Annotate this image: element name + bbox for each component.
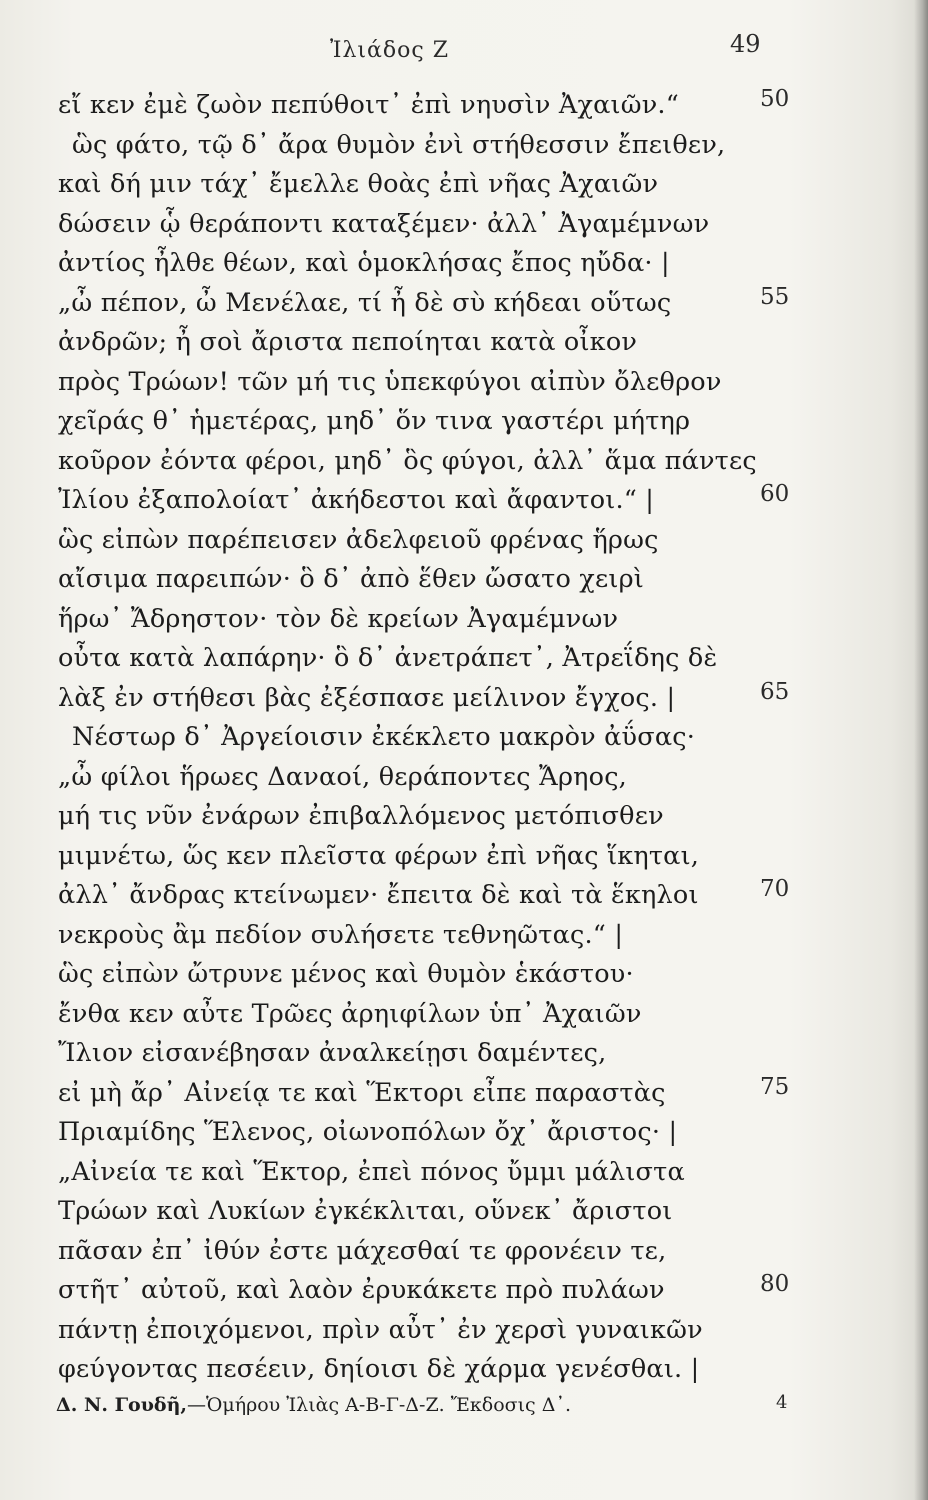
verse-text: πάντῃ ἐποιχόμενοι, πρὶν αὖτ᾽ ἐν χερσὶ γυναικῶν (58, 1314, 703, 1345)
footer-author: Δ. Ν. Γουδῆ, (56, 1394, 188, 1416)
verse-number: 50 (760, 86, 790, 112)
verse-line (0, 86, 928, 126)
verse-text: Πριαμίδης Ἕλενος, οἰωνοπόλων ὄχ᾽ ἄριστος· | (58, 1117, 678, 1147)
sheet-signature: 4 (776, 1392, 788, 1413)
verse-line (0, 402, 928, 442)
page-number: 49 (730, 30, 761, 58)
verse-text: πᾶσαν ἐπ᾽ ἰθύν ἐστε μάχεσθαί τε φρονέειν τε, (58, 1235, 667, 1266)
verse-number: 80 (760, 1271, 790, 1297)
footer-title: —Ὁμήρου Ἰλιὰς Α-Β-Γ-Δ-Ζ. Ἔκδοσις Δ᾽. (187, 1394, 571, 1416)
verse-line (0, 797, 928, 837)
verse-line (0, 126, 928, 166)
verse-text: ἔνθα κεν αὖτε Τρῶες ἀρηιφίλων ὑπ᾽ Ἀχαιῶν (58, 998, 642, 1029)
verse-text: Νέστωρ δ᾽ Ἀργείοισιν ἐκέκλετο μακρὸν ἀΰσας· (72, 722, 696, 752)
verse-line (0, 1192, 928, 1232)
verse-text: κοῦρον ἐόντα φέροι, μηδ᾽ ὃς φύγοι, ἀλλ᾽ ἅμα πάντες (58, 445, 757, 476)
verse-line (0, 284, 928, 324)
verse-line (0, 521, 928, 561)
verse-text: ἥρω᾽ Ἄδρηστον· τὸν δὲ κρείων Ἀγαμέμνων (58, 603, 619, 634)
verse-text: ἀντίος ἦλθε θέων, καὶ ὁμοκλήσας ἔπος ηὔδα· | (58, 248, 670, 278)
verse-text: λὰξ ἐν στήθεσι βὰς ἐξέσπασε μείλινον ἔγχος. | (58, 682, 676, 713)
running-head: Ἰλιάδος Ζ (330, 38, 449, 63)
verse-text: Ἴλιον εἰσανέβησαν ἀναλκείῃσι δαμέντες, (58, 1038, 607, 1068)
verse-number: 55 (760, 283, 790, 310)
verse-line (0, 1311, 928, 1351)
verse-text: φεύγοντας πεσέειν, δηίοισι δὲ χάρμα γενέσθαι. | (58, 1354, 700, 1384)
verse-text: εἰ μὴ ἄρ᾽ Αἰνείᾳ τε καὶ Ἕκτορι εἶπε παραστὰς (58, 1077, 666, 1108)
verse-text: πρὸς Τρώων! τῶν μή τις ὑπεκφύγοι αἰπὺν ὄλεθρον (58, 366, 722, 397)
verse-text: στῆτ᾽ αὐτοῦ, καὶ λαὸν ἐρυκάκετε πρὸ πυλάων (58, 1275, 665, 1305)
verse-line (0, 758, 928, 798)
verse-text: οὖτα κατὰ λαπάρην· ὃ δ᾽ ἀνετράπετ᾽, Ἀτρεΐδης δὲ (58, 643, 718, 673)
page-footer (56, 1394, 571, 1416)
verse-line (0, 481, 928, 521)
verse-text: Τρώων καὶ Λυκίων ἐγκέκλιται, οὕνεκ᾽ ἄριστοι (58, 1196, 673, 1226)
verse-line (0, 363, 928, 403)
verse-line (0, 1350, 928, 1390)
verse-text: χεῖράς θ᾽ ἡμετέρας, μηδ᾽ ὅν τινα γαστέρι μήτηρ (58, 406, 691, 436)
verse-number: 70 (760, 876, 790, 902)
verse-line (0, 560, 928, 600)
verse-line (0, 1113, 928, 1153)
verse-line (0, 165, 928, 205)
verse-line (0, 955, 928, 995)
verse-text: αἴσιμα παρειπών· ὃ δ᾽ ἀπὸ ἕθεν ὤσατο χειρὶ (58, 564, 644, 594)
verse-line (0, 600, 928, 640)
verse-line (0, 916, 928, 956)
verse-text: „Αἰνεία τε καὶ Ἕκτορ, ἐπεὶ πόνος ὔμμι μάλιστα (58, 1156, 685, 1187)
verse-line (0, 1074, 928, 1114)
verse-text: „ὦ φίλοι ἥρωες Δαναοί, θεράποντες Ἄρηος, (58, 761, 627, 792)
verse-line (0, 876, 928, 916)
verse-text: μιμνέτω, ὥς κεν πλεῖστα φέρων ἐπὶ νῆας ἵκηται, (58, 840, 700, 871)
verse-text: δώσειν ᾧ θεράποντι καταξέμεν· ἀλλ᾽ Ἀγαμέμνων (58, 208, 710, 239)
verse-line (0, 1153, 928, 1193)
verse-number: 65 (760, 678, 790, 705)
verse-line (0, 995, 928, 1035)
verse-text: μή τις νῦν ἐνάρων ἐπιβαλλόμενος μετόπισθεν (58, 801, 664, 831)
verse-line (0, 1271, 928, 1311)
verse-block (0, 86, 928, 1390)
verse-text: καὶ δή μιν τάχ᾽ ἔμελλε θοὰς ἐπὶ νῆας Ἀχαιῶν (58, 169, 659, 199)
verse-text: εἴ κεν ἐμὲ ζωὸν πεπύθοιτ᾽ ἐπὶ νηυσὶν Ἀχαιῶν.“ (58, 90, 679, 120)
verse-number: 75 (760, 1073, 790, 1100)
verse-number: 60 (760, 481, 790, 507)
verse-line (0, 323, 928, 363)
verse-text: ὣς φάτο, τῷ δ᾽ ἄρα θυμὸν ἐνὶ στήθεσσιν ἔπειθεν, (72, 129, 726, 160)
verse-text: νεκροὺς ἂμ πεδίον συλήσετε τεθνηῶτας.“ | (58, 919, 624, 950)
verse-text: ὣς εἰπὼν παρέπεισεν ἀδελφειοῦ φρένας ἥρως (58, 524, 659, 555)
verse-line (0, 205, 928, 245)
verse-text: Ἰλίου ἐξαπολοίατ᾽ ἀκήδεστοι καὶ ἄφαντοι.“ | (58, 485, 655, 515)
verse-line (0, 718, 928, 758)
verse-text: ὣς εἰπὼν ὤτρυνε μένος καὶ θυμὸν ἑκάστου· (58, 959, 634, 989)
verse-text: ἀλλ᾽ ἄνδρας κτείνωμεν· ἔπειτα δὲ καὶ τὰ ἕκηλοι (58, 880, 699, 910)
verse-text: „ὦ πέπον, ὦ Μενέλαε, τί ἦ δὲ σὺ κήδεαι οὕτως (58, 287, 672, 318)
verse-line (0, 679, 928, 719)
verse-text: ἀνδρῶν; ἦ σοὶ ἄριστα πεποίηται κατὰ οἶκον (58, 327, 638, 357)
